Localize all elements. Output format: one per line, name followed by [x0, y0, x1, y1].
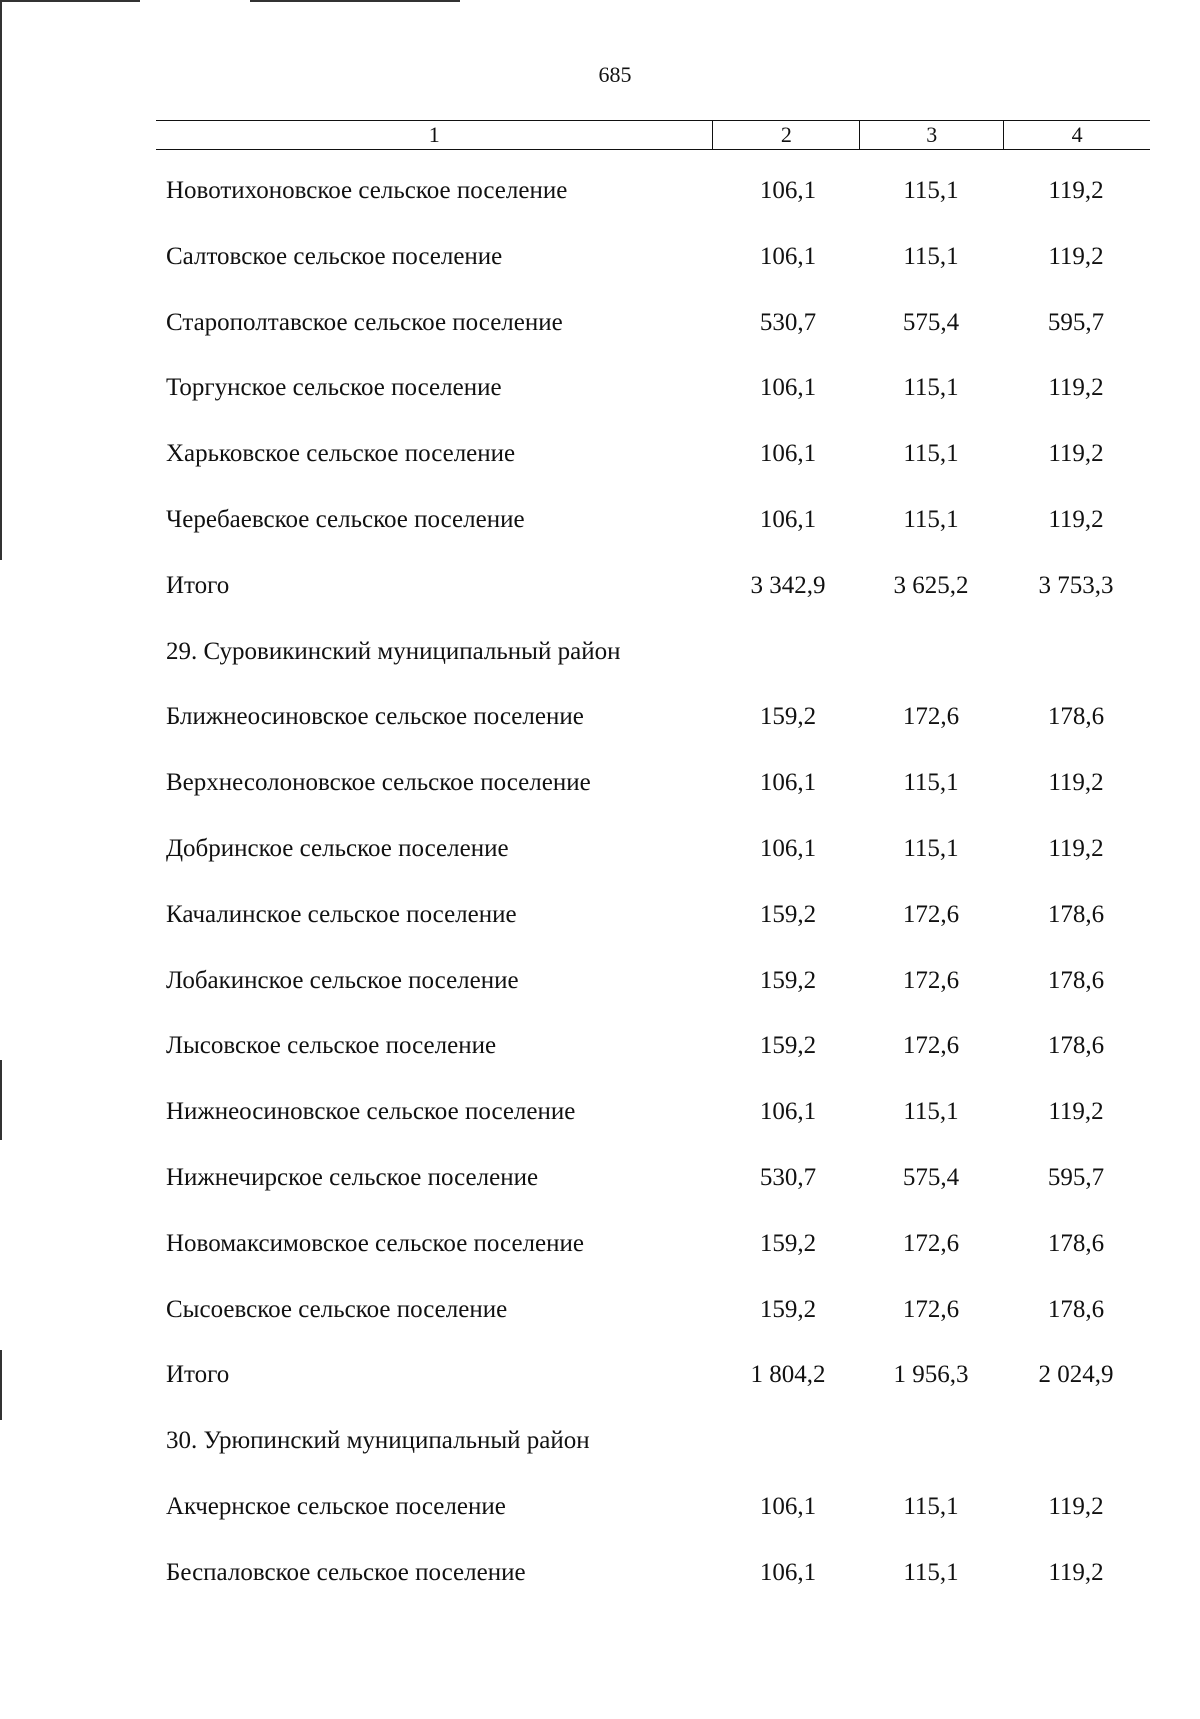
- row-value-col-4: 3 753,3: [1038, 571, 1114, 599]
- row-name: Нижнеосиновское сельское поселение: [166, 1098, 576, 1126]
- row-value-col-2: 106,1: [759, 834, 817, 862]
- row-name: Торгунское сельское поселение: [166, 374, 502, 402]
- row-value-col-2: 106,1: [759, 374, 817, 402]
- row-value-col-4: 178,6: [1047, 966, 1105, 994]
- row-name: Итого: [166, 1361, 230, 1389]
- row-value-col-2: 159,2: [759, 703, 817, 731]
- scan-edge-mark: [250, 0, 460, 2]
- row-name: Итого: [166, 571, 230, 599]
- row-value-col-3: 1 956,3: [893, 1361, 969, 1389]
- row-value-col-2: 159,2: [759, 1295, 817, 1323]
- table-row: [0, 492, 1200, 558]
- table-row: [0, 821, 1200, 887]
- table-row: [0, 360, 1200, 426]
- table-row: [0, 1282, 1200, 1348]
- scan-edge-mark: [0, 0, 140, 2]
- row-value-col-4: 595,7: [1047, 1163, 1105, 1191]
- row-value-col-4: 119,2: [1048, 1558, 1104, 1586]
- row-value-col-4: 178,6: [1047, 703, 1105, 731]
- row-name: Старополтавское сельское поселение: [166, 308, 563, 336]
- row-value-col-2: 106,1: [759, 1098, 817, 1126]
- table-row: [0, 624, 1200, 690]
- row-value-col-4: 119,2: [1048, 834, 1104, 862]
- row-name: Ближнеосиновское сельское поселение: [166, 703, 584, 731]
- row-value-col-4: 178,6: [1047, 900, 1105, 928]
- table-row: [0, 1216, 1200, 1282]
- row-value-col-4: 119,2: [1048, 1098, 1104, 1126]
- row-value-col-4: 178,6: [1047, 1229, 1105, 1257]
- row-value-col-2: 1 804,2: [750, 1361, 826, 1389]
- row-value-col-2: 530,7: [759, 1163, 817, 1191]
- table-row: [0, 755, 1200, 821]
- row-name: Нижнечирское сельское поселение: [166, 1163, 539, 1191]
- row-value-col-2: 106,1: [759, 440, 817, 468]
- row-value-col-2: 159,2: [759, 966, 817, 994]
- row-name: Верхнесолоновское сельское поселение: [166, 769, 591, 797]
- row-value-col-3: 172,6: [902, 1032, 960, 1060]
- row-value-col-2: 159,2: [759, 1229, 817, 1257]
- table-row: [0, 689, 1200, 755]
- row-name: Лысовское сельское поселение: [166, 1032, 497, 1060]
- row-value-col-4: 119,2: [1048, 374, 1104, 402]
- header-col-4: 4: [1003, 121, 1150, 149]
- row-value-col-2: 106,1: [759, 769, 817, 797]
- table-row: [0, 558, 1200, 624]
- row-value-col-4: 119,2: [1048, 440, 1104, 468]
- row-name: Новотихоновское сельское поселение: [166, 177, 568, 204]
- row-name: Лобакинское сельское поселение: [166, 966, 519, 994]
- row-value-col-4: 595,7: [1047, 308, 1105, 336]
- row-value-col-3: 115,1: [903, 1492, 959, 1520]
- table-row: [0, 1150, 1200, 1216]
- table-row: [0, 1084, 1200, 1150]
- row-value-col-4: 119,2: [1048, 1492, 1104, 1520]
- row-name: Харьковское сельское поселение: [166, 440, 516, 468]
- table-row: [0, 1347, 1200, 1413]
- table-row: [0, 1479, 1200, 1545]
- row-value-col-3: 115,1: [903, 242, 959, 270]
- row-value-col-3: 115,1: [903, 769, 959, 797]
- row-value-col-3: 172,6: [902, 703, 960, 731]
- table-row: [0, 1018, 1200, 1084]
- table-row: [0, 295, 1200, 361]
- row-name: 29. Суровикинский муниципальный район: [166, 637, 621, 665]
- table-row: [0, 953, 1200, 1019]
- header-col-1: 1: [428, 122, 440, 147]
- row-value-col-4: 2 024,9: [1038, 1361, 1114, 1389]
- row-name: Акчернское сельское поселение: [166, 1492, 506, 1520]
- row-name: Салтовское сельское поселение: [166, 242, 503, 270]
- row-value-col-2: 3 342,9: [750, 571, 826, 599]
- row-value-col-3: 115,1: [903, 505, 959, 533]
- row-value-col-3: 115,1: [903, 440, 959, 468]
- row-name: Черебаевское сельское поселение: [166, 505, 525, 533]
- row-value-col-2: 530,7: [759, 308, 817, 336]
- row-value-col-3: 172,6: [902, 966, 960, 994]
- row-value-col-3: 172,6: [902, 1229, 960, 1257]
- row-value-col-2: 159,2: [759, 900, 817, 928]
- row-value-col-2: 106,1: [759, 1492, 817, 1520]
- row-value-col-4: 119,2: [1048, 177, 1104, 204]
- row-value-col-3: 115,1: [903, 1098, 959, 1126]
- row-name: 30. Урюпинский муниципальный район: [166, 1427, 590, 1455]
- row-value-col-4: 119,2: [1048, 505, 1104, 533]
- row-value-col-4: 119,2: [1048, 242, 1104, 270]
- row-name: Беспаловское сельское поселение: [166, 1558, 526, 1586]
- row-value-col-3: 115,1: [903, 834, 959, 862]
- row-value-col-3: 115,1: [903, 374, 959, 402]
- row-name: Добринское сельское поселение: [166, 834, 509, 862]
- table-row: [0, 163, 1200, 229]
- table-body: [0, 163, 1200, 1611]
- table-header: [156, 120, 1150, 150]
- row-value-col-2: 106,1: [759, 1558, 817, 1586]
- row-value-col-3: 575,4: [902, 308, 960, 336]
- row-value-col-2: 106,1: [759, 505, 817, 533]
- row-value-col-3: 115,1: [903, 177, 959, 204]
- row-value-col-2: 106,1: [759, 242, 817, 270]
- table-row: [0, 229, 1200, 295]
- table-row: [0, 426, 1200, 492]
- row-value-col-4: 119,2: [1048, 769, 1104, 797]
- row-value-col-4: 178,6: [1047, 1032, 1105, 1060]
- row-value-col-3: 3 625,2: [893, 571, 969, 599]
- header-col-2: 2: [712, 121, 859, 149]
- row-name: Качалинское сельское поселение: [166, 900, 517, 928]
- row-value-col-3: 575,4: [902, 1163, 960, 1191]
- table-row: [0, 887, 1200, 953]
- row-value-col-3: 172,6: [902, 900, 960, 928]
- table-row: [0, 1413, 1200, 1479]
- row-value-col-2: 106,1: [759, 177, 817, 204]
- row-value-col-3: 172,6: [902, 1295, 960, 1323]
- row-value-col-2: 159,2: [759, 1032, 817, 1060]
- row-name: Сысоевское сельское поселение: [166, 1295, 508, 1323]
- header-col-3: 3: [859, 121, 1003, 149]
- row-value-col-4: 178,6: [1047, 1295, 1105, 1323]
- row-name: Новомаксимовское сельское поселение: [166, 1229, 584, 1257]
- table-row: [0, 1545, 1200, 1611]
- row-value-col-3: 115,1: [903, 1558, 959, 1586]
- page-number: 685: [598, 62, 632, 87]
